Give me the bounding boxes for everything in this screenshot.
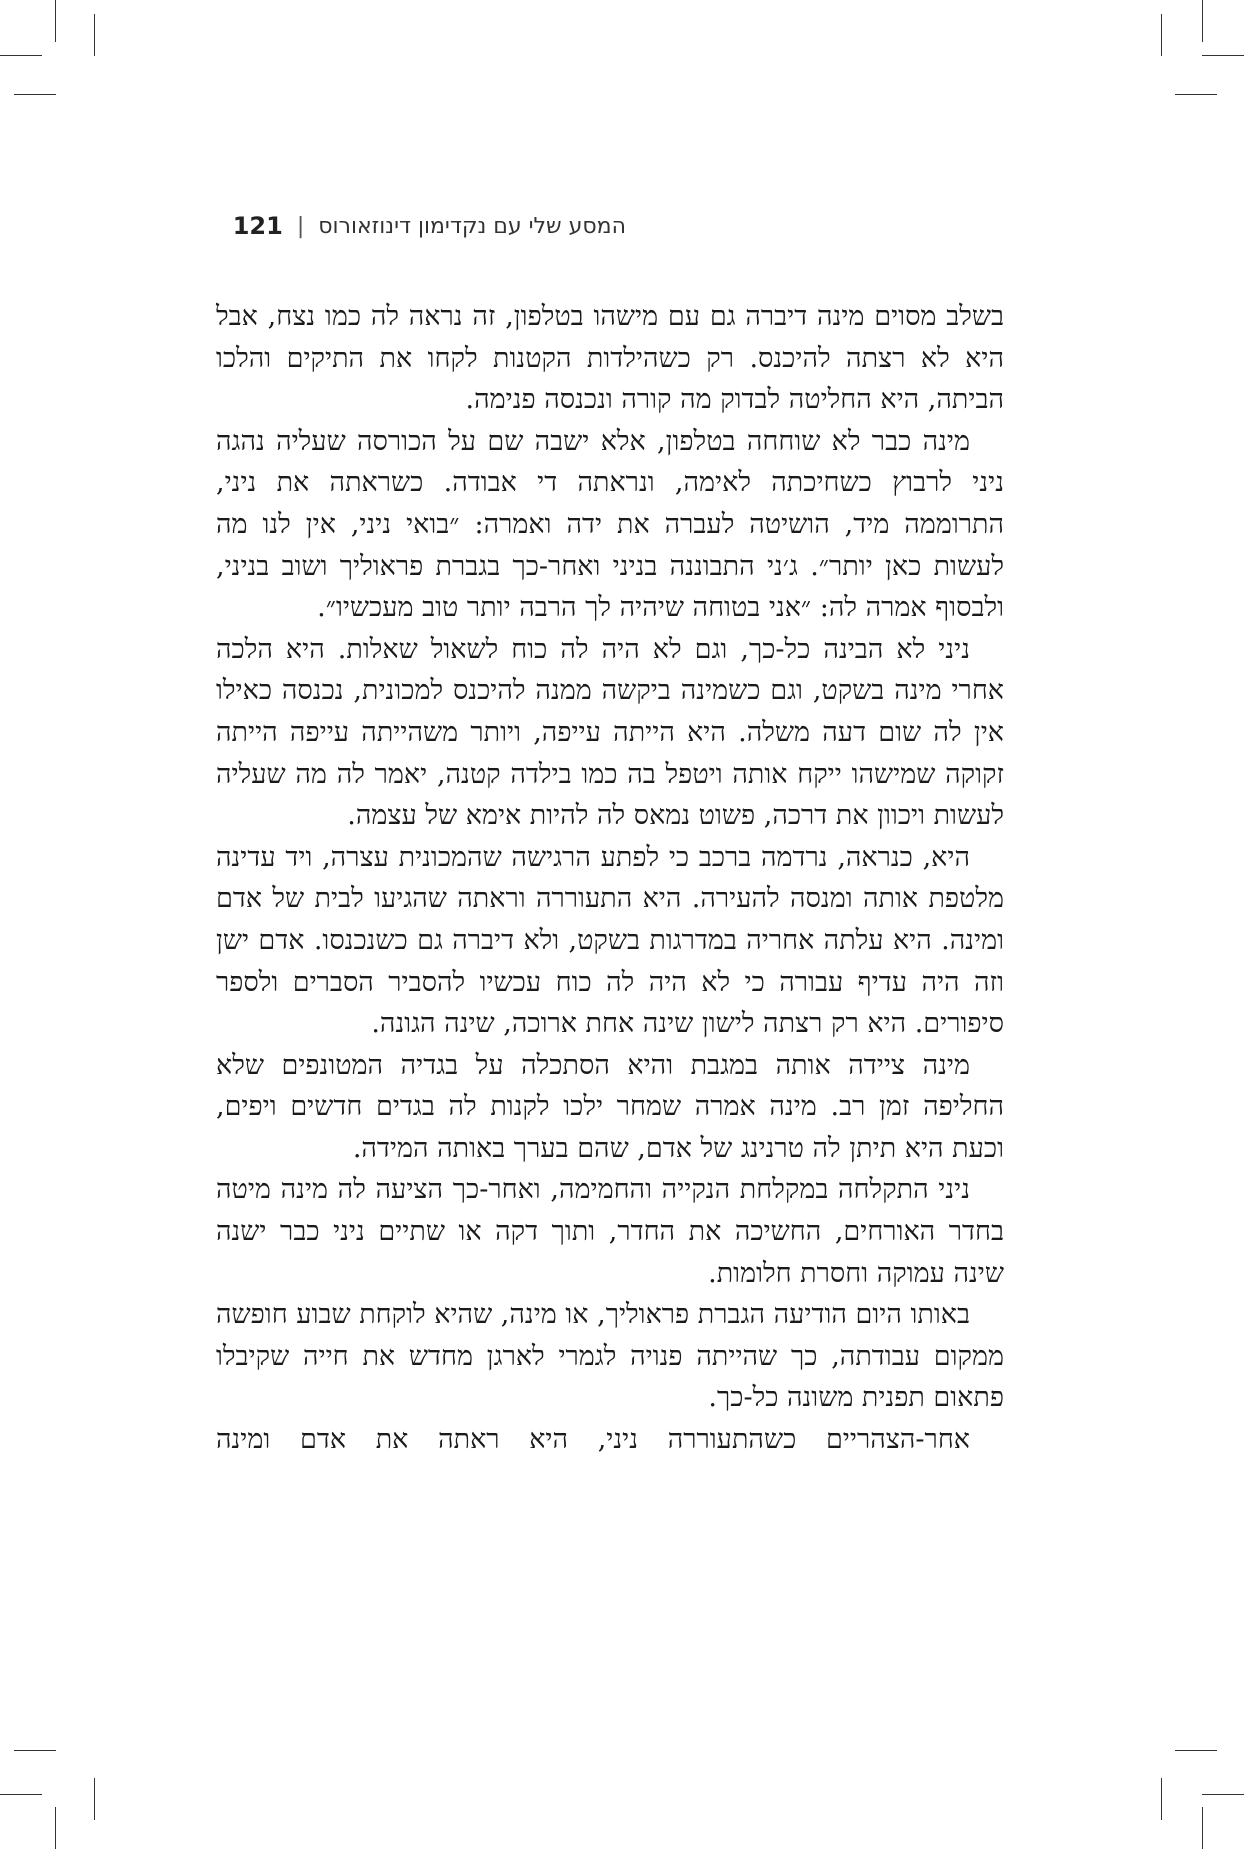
- crop-mark: [1202, 55, 1244, 56]
- header-separator: |: [296, 213, 305, 239]
- body-text: [216, 296, 1004, 1461]
- crop-mark: [1175, 1750, 1217, 1751]
- crop-mark: [94, 14, 95, 56]
- page-number: 121: [232, 212, 283, 240]
- paragraph-7: באותו היום הודיעה הגברת פראוליך, או מינה, שהיא לוקחת שבוע חופשה ממקום עבודתה, כך שהייתה פנויה לגמרי לארגן מחדש את חייה שקיבלו פתאום תפנית משונה כל-כך.: [216, 1299, 1004, 1414]
- crop-mark: [55, 1807, 56, 1849]
- paragraph-6: ניני התקלחה במקלחת הנקייה והחמימה, ואחר-כך הציעה לה מינה מיטה בחדר האורחים, החשיכה את החדר, ותוך דקה או שתיים ניני כבר ישנה שינה עמוקה וחסרת חלומות.: [216, 1174, 1004, 1289]
- paragraph-8: אחר-הצהריים כשהתעוררה ניני, היא ראתה את אדם ומינה: [216, 1424, 970, 1456]
- paragraph-2: מינה כבר לא שוחחה בטלפון, אלא ישבה שם על הכורסה שעליה נהגה ניני לרבוץ כשחיכתה לאימה, ונראתה די אבודה. כשראתה את ניני, התרוממה מיד, הושיטה לעברה את ידה ואמרה: ״בואי ניני, אין לנו מה לעשות כאן יותר״. ג׳ני התבוננה בניני ואחר-כך בגברת פראוליך ושוב בניני, ולבסוף אמרה לה: ״אני בטוחה שיהיה לך הרבה יותר טוב מעכשיו״.: [216, 425, 1004, 624]
- running-head: [216, 208, 626, 244]
- crop-mark: [0, 55, 42, 56]
- crop-mark: [1175, 94, 1217, 95]
- crop-mark: [14, 94, 56, 95]
- crop-mark: [55, 0, 56, 42]
- crop-mark: [1202, 1807, 1203, 1849]
- paragraph-4: היא, כנראה, נרדמה ברכב כי לפתע הרגישה שהמכונית עצרה, ויד עדינה מלטפת אותה ומנסה להעירה. היא התעוררה וראתה שהגיעו לבית של אדם ומינה. היא עלתה אחריה במדרגות בשקט, ולא דיברה גם כשנכנסו. אדם ישן וזה היה עדיף עבורה כי לא היה לה כוח עכשיו להסביר הסברים ולספר סיפורים. היא רק רצתה לישון שינה אחת ארוכה, שינה הגונה.: [216, 841, 1004, 1040]
- crop-mark: [14, 1750, 56, 1751]
- crop-mark: [1161, 1778, 1162, 1820]
- paragraph-1: בשלב מסוים מינה דיברה גם עם מישהו בטלפון, זה נראה לה כמו נצח, אבל היא לא רצתה להיכנס. רק כשהילדות הקטנות לקחו את התיקים והלכו הביתה, היא החליטה לבדוק מה קורה ונכנסה פנימה.: [216, 301, 1004, 416]
- crop-mark: [94, 1778, 95, 1820]
- crop-mark: [1161, 14, 1162, 56]
- paragraph-5: מינה ציידה אותה במגבת והיא הסתכלה על בגדיה המטונפים שלא החליפה זמן רב. מינה אמרה שמחר ילכו לקנות לה בגדים חדשים ויפים, וכעת היא תיתן לה טרנינג של אדם, שהם בערך באותה המידה.: [216, 1049, 1004, 1164]
- paragraph-3: ניני לא הבינה כל-כך, וגם לא היה לה כוח לשאול שאלות. היא הלכה אחרי מינה בשקט, וגם כשמינה ביקשה ממנה להיכנס למכונית, נכנסה כאילו אין לה שום דעה משלה. היא הייתה עייפה, ויותר משהייתה עייפה הייתה זקוקה שמישהו ייקח אותה ויטפל בה כמו בילדה קטנה, יאמר לה מה שעליה לעשות ויכוון את דרכה, פשוט נמאס לה להיות אימא של עצמה.: [216, 633, 1005, 832]
- crop-mark: [0, 1794, 42, 1795]
- crop-mark: [1202, 1794, 1244, 1795]
- crop-mark: [1202, 0, 1203, 42]
- book-title: המסע שלי עם נקדימון דינוזאורוס: [318, 213, 626, 239]
